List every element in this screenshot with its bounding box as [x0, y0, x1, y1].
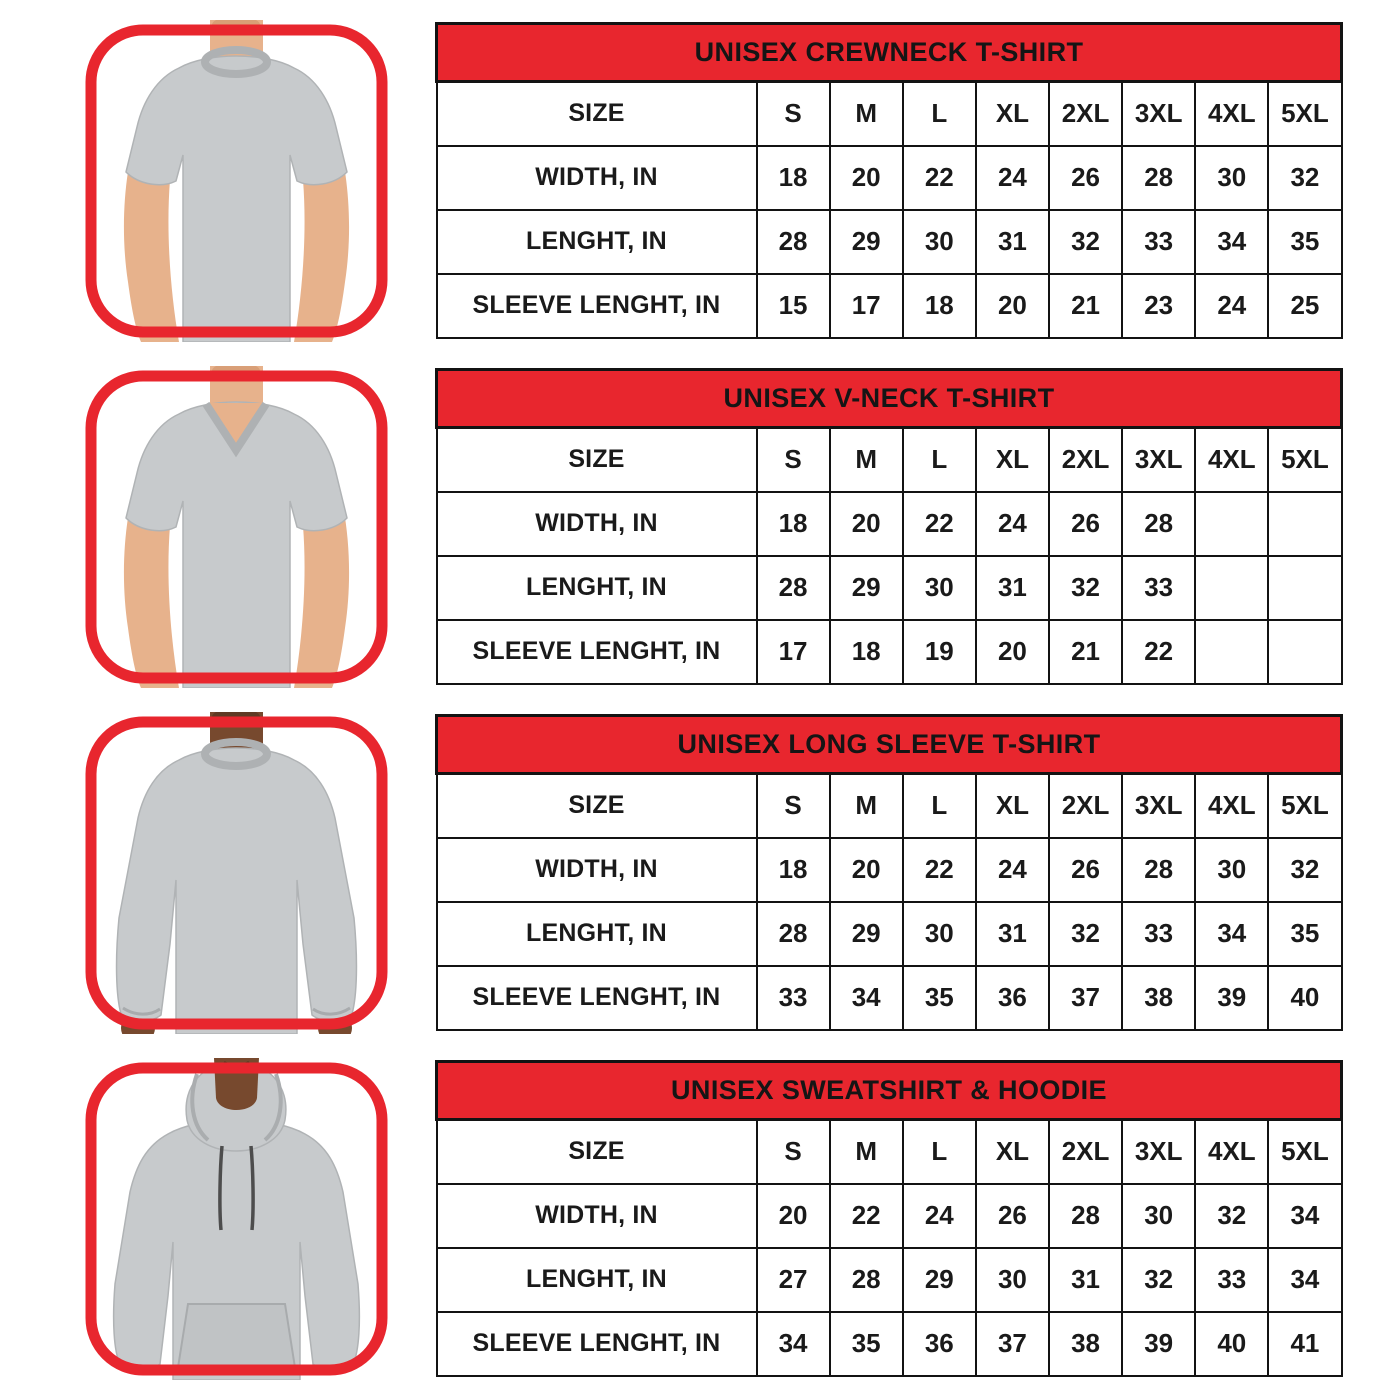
hoodie-model-photo [84, 1058, 389, 1380]
measurement-cell: 32 [1049, 902, 1122, 966]
size-header-row [437, 82, 1342, 146]
section-long-sleeve [84, 712, 1352, 1034]
long-sleeve-photo [84, 712, 389, 1034]
measurement-cell: 38 [1122, 966, 1195, 1030]
size-col-header: L [903, 428, 976, 492]
vneck-tshirt-model-photo [84, 366, 389, 688]
measurement-cell: 30 [976, 1248, 1049, 1312]
size-col-header: 4XL [1195, 82, 1268, 146]
measurement-cell: 24 [976, 146, 1049, 210]
size-col-header: 4XL [1195, 428, 1268, 492]
table-title-row [437, 370, 1342, 428]
size-col-header: S [757, 774, 830, 838]
size-col-header: M [830, 774, 903, 838]
size-col-header: 5XL [1268, 82, 1341, 146]
measurement-cell: 30 [1195, 146, 1268, 210]
measurement-cell: 22 [903, 492, 976, 556]
measurement-cell: 30 [1195, 838, 1268, 902]
measurement-cell: 33 [1122, 556, 1195, 620]
size-col-header: 5XL [1268, 428, 1341, 492]
measurement-cell: 24 [1195, 274, 1268, 338]
measurement-cell: 29 [830, 556, 903, 620]
measurement-cell: 22 [903, 838, 976, 902]
measurement-cell: 21 [1049, 274, 1122, 338]
row-label: WIDTH, IN [437, 146, 757, 210]
measurement-cell: 22 [903, 146, 976, 210]
size-col-header: S [757, 82, 830, 146]
row-label: SLEEVE LENGHT, IN [437, 620, 757, 684]
size-col-header: S [757, 1120, 830, 1184]
measurement-cell: 31 [976, 210, 1049, 274]
kangaroo-pocket [177, 1304, 296, 1374]
measurement-cell: 33 [1195, 1248, 1268, 1312]
table-title: UNISEX LONG SLEEVE T-SHIRT [437, 716, 1342, 774]
measurement-cell: 29 [830, 902, 903, 966]
measurement-cell: 28 [830, 1248, 903, 1312]
measurement-row [437, 492, 1342, 556]
measurement-row [437, 274, 1342, 338]
measurement-cell: 20 [830, 492, 903, 556]
measurement-cell: 32 [1049, 556, 1122, 620]
measurement-cell: 20 [976, 620, 1049, 684]
size-col-header: 3XL [1122, 774, 1195, 838]
measurement-cell: 32 [1268, 146, 1341, 210]
size-col-header: 3XL [1122, 428, 1195, 492]
measurement-row [437, 1248, 1342, 1312]
size-col-header: 2XL [1049, 428, 1122, 492]
measurement-cell: 17 [757, 620, 830, 684]
hoodie-size-table [435, 1060, 1343, 1377]
measurement-cell: 37 [976, 1312, 1049, 1376]
measurement-cell: 38 [1049, 1312, 1122, 1376]
measurement-cell: 32 [1122, 1248, 1195, 1312]
measurement-cell: 28 [757, 902, 830, 966]
long-sleeve-shirt [117, 748, 357, 1034]
measurement-cell: 36 [903, 1312, 976, 1376]
row-label: LENGHT, IN [437, 210, 757, 274]
crewneck-photo [84, 20, 389, 342]
measurement-cell: 28 [1122, 146, 1195, 210]
section-vneck [84, 366, 1352, 688]
size-col-header: L [903, 1120, 976, 1184]
measurement-cell: 20 [976, 274, 1049, 338]
measurement-cell [1268, 492, 1341, 556]
measurement-cell: 22 [1122, 620, 1195, 684]
measurement-cell: 31 [976, 902, 1049, 966]
measurement-cell: 28 [1122, 492, 1195, 556]
measurement-cell [1195, 556, 1268, 620]
measurement-row [437, 210, 1342, 274]
measurement-cell: 39 [1195, 966, 1268, 1030]
table-title: UNISEX V-NECK T-SHIRT [437, 370, 1342, 428]
long-sleeve-tshirt-model-photo [84, 712, 389, 1034]
measurement-cell: 18 [830, 620, 903, 684]
size-col-header: 3XL [1122, 82, 1195, 146]
measurement-cell: 20 [830, 146, 903, 210]
measurement-cell: 19 [903, 620, 976, 684]
crewneck-size-table [435, 22, 1343, 339]
measurement-cell: 41 [1268, 1312, 1341, 1376]
measurement-cell: 15 [757, 274, 830, 338]
section-crewneck [84, 20, 1352, 342]
size-header-row [437, 428, 1342, 492]
measurement-cell: 35 [1268, 210, 1341, 274]
vneck-photo [84, 366, 389, 688]
measurement-cell: 34 [757, 1312, 830, 1376]
measurement-cell: 32 [1049, 210, 1122, 274]
measurement-cell: 20 [830, 838, 903, 902]
measurement-cell: 28 [757, 556, 830, 620]
measurement-cell: 24 [903, 1184, 976, 1248]
size-col-header: 2XL [1049, 774, 1122, 838]
measurement-cell: 29 [830, 210, 903, 274]
measurement-cell: 18 [903, 274, 976, 338]
section-hoodie [84, 1058, 1352, 1380]
drawstring-right [251, 1146, 253, 1230]
size-col-header: M [830, 82, 903, 146]
size-col-header: XL [976, 1120, 1049, 1184]
table-title-row [437, 1062, 1342, 1120]
measurement-cell: 30 [903, 556, 976, 620]
row-label: WIDTH, IN [437, 492, 757, 556]
measurement-cell: 21 [1049, 620, 1122, 684]
size-col-header: XL [976, 774, 1049, 838]
measurement-cell: 26 [1049, 146, 1122, 210]
measurement-cell: 33 [1122, 902, 1195, 966]
size-col-header: 5XL [1268, 1120, 1341, 1184]
table-title-row [437, 24, 1342, 82]
measurement-row [437, 556, 1342, 620]
measurement-cell: 30 [903, 902, 976, 966]
measurement-cell: 22 [830, 1184, 903, 1248]
measurement-cell: 18 [757, 492, 830, 556]
size-col-header: 4XL [1195, 1120, 1268, 1184]
measurement-cell: 26 [1049, 492, 1122, 556]
measurement-cell: 39 [1122, 1312, 1195, 1376]
measurement-cell: 34 [1195, 210, 1268, 274]
measurement-cell: 17 [830, 274, 903, 338]
measurement-row [437, 838, 1342, 902]
row-label: SLEEVE LENGHT, IN [437, 274, 757, 338]
measurement-cell: 34 [1195, 902, 1268, 966]
vneck-size-table [435, 368, 1343, 685]
long-sleeve-size-table [435, 714, 1343, 1031]
measurement-cell: 34 [1268, 1248, 1341, 1312]
measurement-cell: 37 [1049, 966, 1122, 1030]
measurement-cell: 29 [903, 1248, 976, 1312]
measurement-cell: 28 [1122, 838, 1195, 902]
measurement-cell: 26 [1049, 838, 1122, 902]
size-col-header: 3XL [1122, 1120, 1195, 1184]
measurement-cell: 35 [903, 966, 976, 1030]
size-header-row [437, 1120, 1342, 1184]
table-title-row [437, 716, 1342, 774]
table-title: UNISEX SWEATSHIRT & HOODIE [437, 1062, 1342, 1120]
row-label: LENGHT, IN [437, 1248, 757, 1312]
row-label: LENGHT, IN [437, 902, 757, 966]
measurement-cell: 40 [1268, 966, 1341, 1030]
row-label: SLEEVE LENGHT, IN [437, 966, 757, 1030]
measurement-cell: 32 [1195, 1184, 1268, 1248]
measurement-cell: 23 [1122, 274, 1195, 338]
measurement-cell [1268, 620, 1341, 684]
row-label: SLEEVE LENGHT, IN [437, 1312, 757, 1376]
crewneck-tshirt-model-photo [84, 20, 389, 342]
row-label: LENGHT, IN [437, 556, 757, 620]
measurement-cell: 40 [1195, 1312, 1268, 1376]
measurement-cell: 32 [1268, 838, 1341, 902]
size-col-header: 2XL [1049, 82, 1122, 146]
row-label-size: SIZE [437, 82, 757, 146]
measurement-row [437, 620, 1342, 684]
measurement-cell: 31 [1049, 1248, 1122, 1312]
measurement-cell: 26 [976, 1184, 1049, 1248]
measurement-row [437, 966, 1342, 1030]
measurement-cell [1195, 620, 1268, 684]
size-col-header: 4XL [1195, 774, 1268, 838]
measurement-cell: 35 [830, 1312, 903, 1376]
measurement-cell: 30 [903, 210, 976, 274]
row-label-size: SIZE [437, 1120, 757, 1184]
size-col-header: 5XL [1268, 774, 1341, 838]
measurement-cell: 20 [757, 1184, 830, 1248]
measurement-cell: 34 [830, 966, 903, 1030]
size-header-row [437, 774, 1342, 838]
measurement-cell: 18 [757, 838, 830, 902]
measurement-cell: 27 [757, 1248, 830, 1312]
drawstring-left [220, 1146, 222, 1230]
measurement-cell: 30 [1122, 1184, 1195, 1248]
measurement-cell: 33 [757, 966, 830, 1030]
size-col-header: 2XL [1049, 1120, 1122, 1184]
row-label: WIDTH, IN [437, 1184, 757, 1248]
measurement-row [437, 1184, 1342, 1248]
measurement-row [437, 902, 1342, 966]
measurement-cell: 25 [1268, 274, 1341, 338]
measurement-cell: 31 [976, 556, 1049, 620]
measurement-cell [1268, 556, 1341, 620]
measurement-cell: 34 [1268, 1184, 1341, 1248]
size-col-header: M [830, 428, 903, 492]
size-col-header: L [903, 82, 976, 146]
row-label: WIDTH, IN [437, 838, 757, 902]
row-label-size: SIZE [437, 428, 757, 492]
size-col-header: S [757, 428, 830, 492]
size-col-header: XL [976, 428, 1049, 492]
measurement-cell [1195, 492, 1268, 556]
measurement-cell: 24 [976, 838, 1049, 902]
size-col-header: L [903, 774, 976, 838]
measurement-cell: 18 [757, 146, 830, 210]
size-col-header: XL [976, 82, 1049, 146]
measurement-row [437, 1312, 1342, 1376]
measurement-row [437, 146, 1342, 210]
measurement-cell: 35 [1268, 902, 1341, 966]
table-title: UNISEX CREWNECK T-SHIRT [437, 24, 1342, 82]
measurement-cell: 36 [976, 966, 1049, 1030]
size-col-header: M [830, 1120, 903, 1184]
row-label-size: SIZE [437, 774, 757, 838]
hoodie-photo [84, 1058, 389, 1380]
measurement-cell: 33 [1122, 210, 1195, 274]
measurement-cell: 28 [757, 210, 830, 274]
measurement-cell: 24 [976, 492, 1049, 556]
measurement-cell: 28 [1049, 1184, 1122, 1248]
